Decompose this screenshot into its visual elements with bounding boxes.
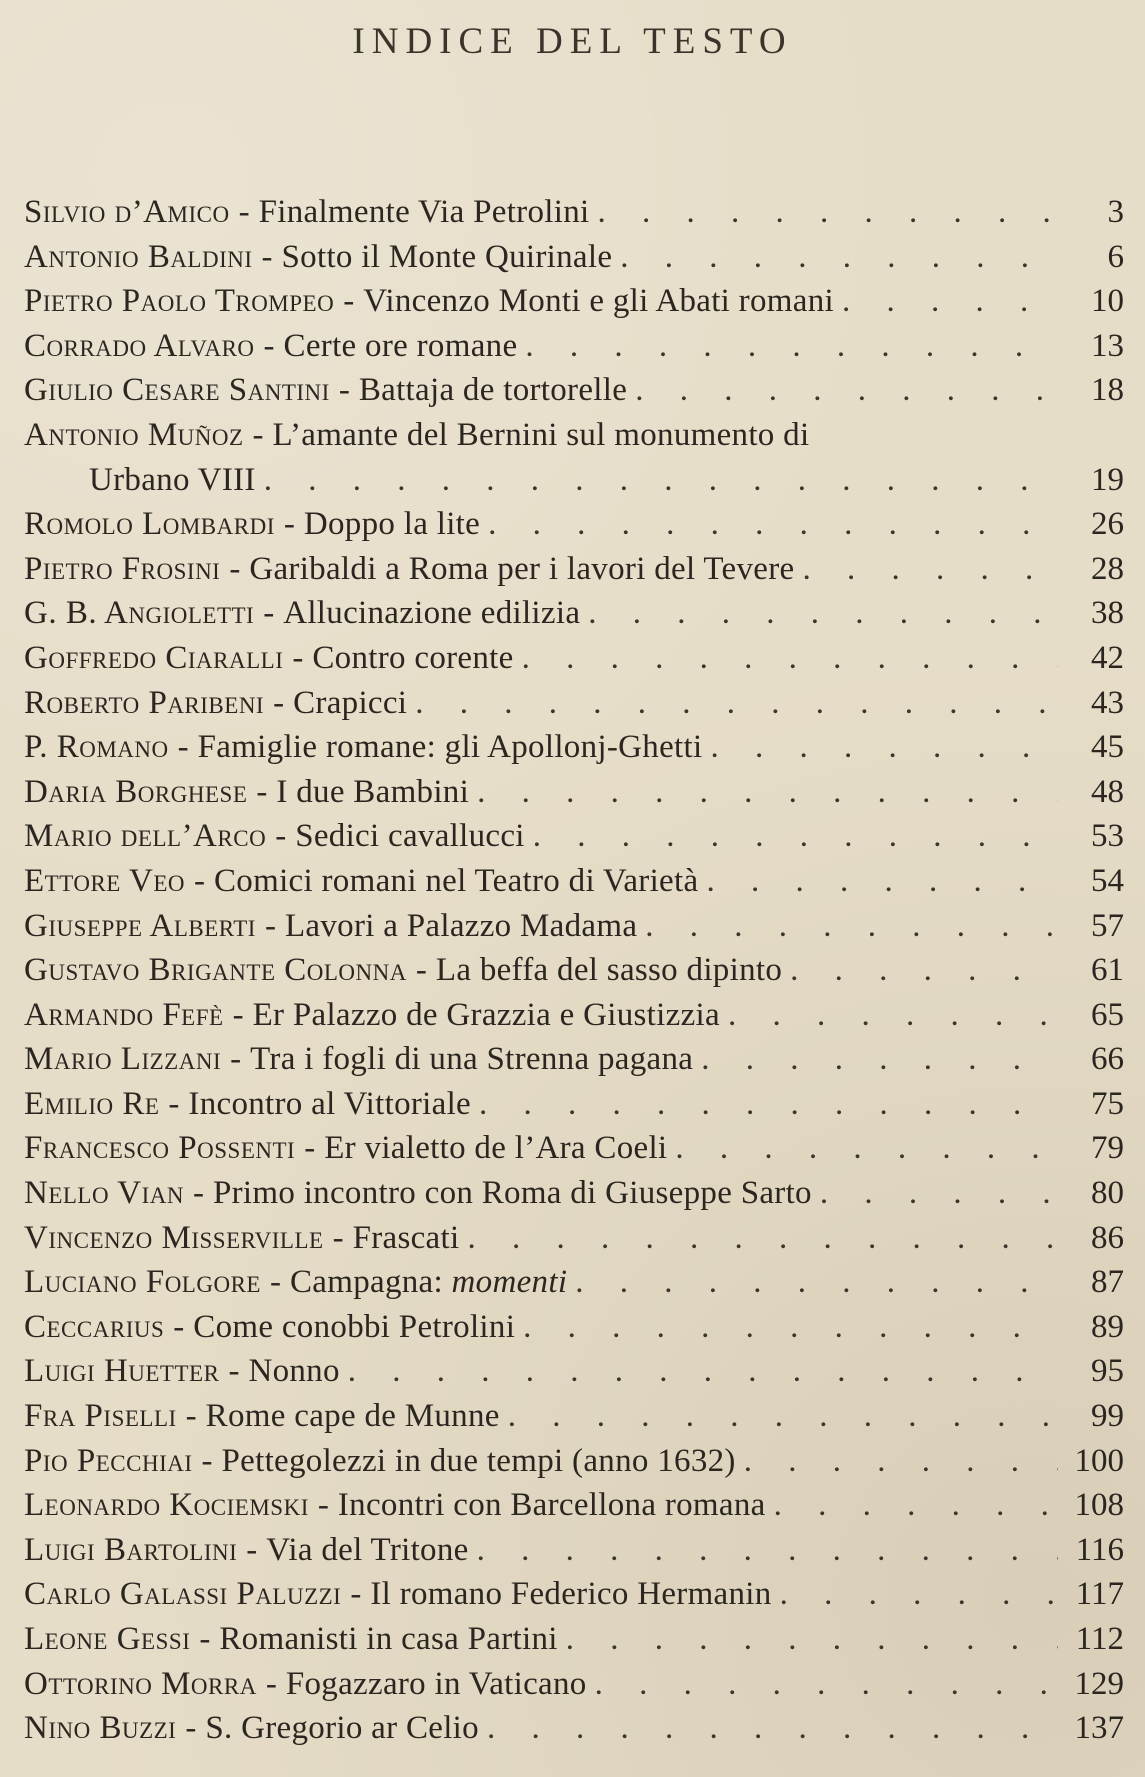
- entry-page-number: 66: [1091, 1041, 1124, 1078]
- entry-page-number: 54: [1091, 862, 1124, 899]
- entry-author: Goffredo Ciaralli: [24, 639, 284, 676]
- entry-author: Carlo Galassi Paluzzi: [24, 1576, 342, 1613]
- entry-page-number: 42: [1091, 639, 1124, 676]
- entry-title: I due Bambini: [276, 773, 470, 810]
- entry-title: Contro corente: [312, 639, 514, 676]
- dot-leader: [701, 1041, 1058, 1078]
- entry-author: Mario Lizzani: [24, 1041, 222, 1078]
- entry-author: Giulio Cesare Santini: [24, 372, 330, 409]
- entry-separator: -: [185, 1710, 197, 1747]
- toc-entry: [24, 551, 1124, 596]
- entry-author: Leone Gessi: [24, 1621, 191, 1657]
- dot-leader: [522, 640, 1058, 677]
- dot-leader: [780, 1576, 1058, 1613]
- entry-title: Finalmente Via Petrolini: [258, 194, 590, 230]
- entry-separator: -: [252, 416, 264, 453]
- entry-page-number: 116: [1075, 1531, 1124, 1568]
- entry-separator: -: [263, 595, 275, 632]
- entry-separator: -: [173, 1308, 185, 1345]
- entry-separator: -: [261, 238, 273, 275]
- entry-page-number: 6: [1107, 238, 1124, 275]
- entry-title: Sotto il Monte Quirinale: [281, 238, 613, 275]
- entry-title: [290, 1264, 567, 1301]
- entry-title: Come conobbi Petrolini: [193, 1308, 516, 1345]
- entry-author: Ettore Veo: [24, 862, 185, 899]
- dot-leader: [264, 462, 1058, 499]
- entry-author: Antonio Muñoz: [24, 416, 244, 453]
- entry-author: Ceccarius: [24, 1308, 165, 1345]
- entry-page-number: 99: [1091, 1398, 1124, 1435]
- entry-title: Incontro al Vittoriale: [188, 1085, 471, 1122]
- entry-author: Leonardo Kociemski: [24, 1487, 309, 1524]
- entry-title: Tra i fogli di una Strenna pagana: [250, 1041, 694, 1078]
- entry-title: S. Gregorio ar Celio: [205, 1710, 479, 1747]
- toc-entry: [24, 595, 1124, 640]
- entry-separator: -: [350, 1576, 362, 1613]
- dot-leader: [597, 194, 1058, 231]
- entry-author: Luigi Bartolini: [24, 1531, 238, 1568]
- entry-separator: -: [269, 1264, 281, 1301]
- entry-separator: -: [332, 1219, 344, 1256]
- entry-page-number: 57: [1091, 907, 1124, 944]
- toc-entry: [24, 863, 1124, 908]
- entry-separator: -: [199, 1621, 211, 1657]
- entry-page-number: 10: [1091, 283, 1124, 320]
- dot-leader: [525, 328, 1058, 365]
- entry-separator: -: [283, 506, 295, 543]
- entry-separator: -: [192, 1175, 204, 1212]
- toc-entry: [24, 685, 1124, 730]
- dot-leader: [820, 1175, 1058, 1212]
- entry-page-number: 3: [1107, 194, 1124, 230]
- toc-entry: [24, 283, 1124, 328]
- dot-leader: [802, 551, 1058, 588]
- entry-title: Er vialetto de l’Ara Coeli: [324, 1130, 668, 1167]
- entry-separator: -: [201, 1442, 213, 1479]
- toc-entry: [24, 1175, 1124, 1220]
- entry-title: Rome cape de Munne: [205, 1398, 500, 1435]
- entry-author: Luigi Huetter: [24, 1353, 220, 1390]
- page-title: INDICE DEL TESTO: [352, 21, 793, 62]
- toc-entry: [24, 908, 1124, 953]
- table-of-contents: [24, 194, 1124, 1755]
- entry-page-number: 100: [1074, 1442, 1124, 1479]
- dot-leader: [744, 1443, 1058, 1480]
- entry-separator: -: [185, 1398, 197, 1435]
- dot-leader: [477, 774, 1058, 811]
- entry-page-number: 87: [1091, 1264, 1124, 1301]
- entry-page-number: 112: [1075, 1621, 1124, 1657]
- entry-separator: -: [275, 818, 287, 855]
- dot-leader: [575, 1264, 1058, 1301]
- toc-entry: [24, 729, 1124, 774]
- entry-author: Nello Vian: [24, 1175, 184, 1212]
- entry-title: Pettegolezzi in due tempi (anno 1632): [221, 1442, 736, 1479]
- toc-entry: [24, 1130, 1124, 1175]
- entry-page-number: 53: [1091, 818, 1124, 855]
- entry-author: Francesco Possenti: [24, 1130, 296, 1167]
- entry-title: Romanisti in casa Partini: [219, 1621, 558, 1657]
- entry-page-number: 26: [1091, 506, 1124, 543]
- entry-page-number: 45: [1091, 729, 1124, 766]
- entry-title: Garibaldi a Roma per i lavori del Tevere: [249, 550, 795, 587]
- dot-leader: [706, 863, 1058, 900]
- entry-author: P. Romano: [24, 729, 169, 766]
- entry-page-number: 137: [1074, 1710, 1124, 1747]
- entry-title-italic: momenti: [451, 1264, 568, 1301]
- dot-leader: [488, 506, 1058, 543]
- entry-title: Primo incontro con Roma di Giuseppe Sarto: [212, 1175, 812, 1212]
- entry-title: Battaja de tortorelle: [358, 372, 628, 409]
- toc-entry: [24, 1353, 1124, 1398]
- entry-author: Armando Fefè: [24, 996, 224, 1033]
- toc-entry: [24, 328, 1124, 373]
- dot-leader: [710, 729, 1058, 766]
- entry-separator: -: [263, 327, 275, 364]
- entry-page-number: 108: [1074, 1487, 1124, 1524]
- entry-page-number: 13: [1091, 327, 1124, 364]
- dot-leader: [635, 372, 1058, 409]
- dot-leader: [508, 1398, 1058, 1435]
- dot-leader: [728, 997, 1058, 1034]
- dot-leader: [675, 1130, 1058, 1167]
- toc-entry: [24, 1443, 1124, 1488]
- entry-author: Corrado Alvaro: [24, 327, 255, 364]
- entry-separator: -: [292, 639, 304, 676]
- dot-leader: [774, 1487, 1058, 1524]
- entry-separator: -: [194, 862, 205, 899]
- entry-author: Silvio d’Amico: [24, 194, 230, 230]
- entry-page-number: 48: [1091, 773, 1124, 810]
- toc-entry: [24, 774, 1124, 819]
- toc-entry: [24, 997, 1124, 1042]
- entry-page-number: 117: [1075, 1576, 1124, 1613]
- entry-separator: -: [246, 1531, 258, 1568]
- entry-author: Fra Piselli: [24, 1398, 177, 1435]
- entry-separator: -: [228, 1353, 240, 1390]
- entry-title: Nonno: [248, 1353, 340, 1390]
- entry-separator: -: [415, 952, 427, 989]
- entry-author: Mario dell’Arco: [24, 818, 267, 855]
- entry-author: Emilio Re: [24, 1085, 160, 1122]
- entry-page-number: 18: [1091, 372, 1124, 409]
- entry-page-number: 43: [1091, 684, 1124, 721]
- dot-leader: [479, 1086, 1058, 1123]
- entry-separator: -: [265, 1665, 277, 1702]
- dot-leader: [487, 1710, 1058, 1747]
- dot-leader: [620, 239, 1058, 276]
- entry-title: Famiglie romane: gli Apollonj-Ghetti: [197, 729, 703, 766]
- toc-entry: [24, 952, 1124, 997]
- entry-author: Nino Buzzi: [24, 1710, 177, 1747]
- entry-separator: -: [273, 684, 285, 721]
- toc-entry: [24, 1220, 1124, 1265]
- dot-leader: [645, 908, 1058, 945]
- entry-separator: -: [317, 1487, 329, 1524]
- toc-entry: [24, 1532, 1124, 1577]
- entry-title: Certe ore romane: [283, 327, 518, 364]
- toc-entry: [24, 1666, 1124, 1711]
- entry-author: Giuseppe Alberti: [24, 907, 256, 944]
- entry-separator: -: [230, 1041, 242, 1078]
- toc-entry: [24, 1309, 1124, 1354]
- entry-separator: -: [264, 907, 276, 944]
- entry-continuation-line: [24, 462, 1124, 507]
- dot-leader: [588, 595, 1058, 632]
- entry-title-main: Campagna:: [289, 1264, 443, 1301]
- dot-leader: [566, 1621, 1058, 1658]
- entry-title: Allucinazione edilizia: [283, 595, 581, 632]
- toc-entry: [24, 1710, 1124, 1755]
- entry-title: Fogazzaro in Vaticano: [285, 1665, 587, 1702]
- entry-page-number: 19: [1091, 461, 1124, 498]
- entry-author: Pietro Frosini: [24, 550, 221, 587]
- toc-entry: [24, 506, 1124, 551]
- dot-leader: [415, 685, 1058, 722]
- toc-entry: [24, 818, 1124, 863]
- dot-leader: [595, 1666, 1058, 1703]
- entry-title: Lavori a Palazzo Madama: [284, 907, 638, 944]
- dot-leader: [477, 1532, 1058, 1569]
- entry-title: Il romano Federico Hermanin: [370, 1576, 772, 1613]
- entry-first-line: [24, 417, 1124, 462]
- toc-entry: [24, 372, 1124, 417]
- entry-page-number: 86: [1091, 1219, 1124, 1256]
- dot-leader: [790, 952, 1058, 989]
- entry-page-number: 79: [1091, 1130, 1124, 1167]
- entry-page-number: 61: [1091, 952, 1124, 989]
- entry-separator: -: [338, 372, 350, 409]
- entry-separator: -: [304, 1130, 316, 1167]
- entry-author: Romolo Lombardi: [24, 506, 275, 543]
- entry-page-number: 80: [1091, 1175, 1124, 1212]
- toc-entry: [24, 1576, 1124, 1621]
- entry-author: Daria Borghese: [24, 773, 248, 810]
- toc-entry: [24, 640, 1124, 685]
- entry-separator: -: [343, 283, 355, 320]
- entry-page-number: 129: [1074, 1665, 1124, 1702]
- entry-page-number: 65: [1091, 996, 1124, 1033]
- entry-author: Antonio Baldini: [24, 238, 253, 275]
- toc-entry: [24, 1086, 1124, 1131]
- entry-title: Vincenzo Monti e gli Abati romani: [363, 283, 834, 320]
- toc-entry: [24, 194, 1124, 239]
- entry-title: La beffa del sasso dipinto: [435, 952, 783, 989]
- entry-separator: -: [256, 773, 268, 810]
- entry-title: Er Palazzo de Grazzia e Giustizzia: [252, 996, 720, 1033]
- dot-leader: [467, 1220, 1058, 1257]
- entry-author: Pietro Paolo Trompeo: [24, 283, 335, 320]
- entry-author: Vincenzo Misserville: [24, 1219, 324, 1256]
- entry-author: Ottorino Morra: [24, 1665, 257, 1702]
- dot-leader: [523, 1309, 1058, 1346]
- entry-page-number: 28: [1091, 550, 1124, 587]
- entry-title: Incontri con Barcellona romana: [337, 1487, 766, 1524]
- entry-author: Pio Pecchiai: [24, 1442, 193, 1479]
- entry-author: Luciano Folgore: [24, 1264, 261, 1301]
- toc-entry: [24, 1398, 1124, 1443]
- toc-entry: [24, 417, 1124, 506]
- entry-title: Via del Tritone: [266, 1531, 469, 1568]
- dot-leader: [533, 818, 1058, 855]
- toc-entry: [24, 1264, 1124, 1309]
- entry-title: Crapicci: [293, 684, 408, 721]
- toc-entry: [24, 1487, 1124, 1532]
- toc-entry: [24, 239, 1124, 284]
- toc-entry: [24, 1041, 1124, 1086]
- dot-leader: [348, 1353, 1058, 1390]
- entry-separator: -: [229, 550, 241, 587]
- entry-page-number: 89: [1091, 1308, 1124, 1345]
- entry-page-number: 38: [1091, 595, 1124, 632]
- entry-title: Doppo la lite: [303, 506, 481, 543]
- entry-title: Sedici cavallucci: [295, 818, 525, 855]
- entry-separator: -: [232, 996, 244, 1033]
- entry-author: Roberto Paribeni: [24, 684, 265, 721]
- entry-separator: -: [168, 1085, 180, 1122]
- entry-title: Frascati: [352, 1219, 460, 1256]
- entry-title: L’amante del Bernini sul monumento di: [272, 416, 810, 453]
- entry-separator: -: [177, 729, 189, 766]
- entry-page-number: 75: [1091, 1085, 1124, 1122]
- entry-title-continuation: Urbano VIII: [89, 461, 256, 498]
- toc-entry: [24, 1621, 1124, 1666]
- entry-separator: -: [238, 194, 250, 230]
- entry-author: G. B. Angioletti: [24, 595, 255, 632]
- entry-page-number: 95: [1091, 1353, 1124, 1390]
- entry-author: Gustavo Brigante Colonna: [24, 952, 407, 989]
- dot-leader: [842, 283, 1058, 320]
- entry-title: Comici romani nel Teatro di Varietà: [214, 862, 699, 899]
